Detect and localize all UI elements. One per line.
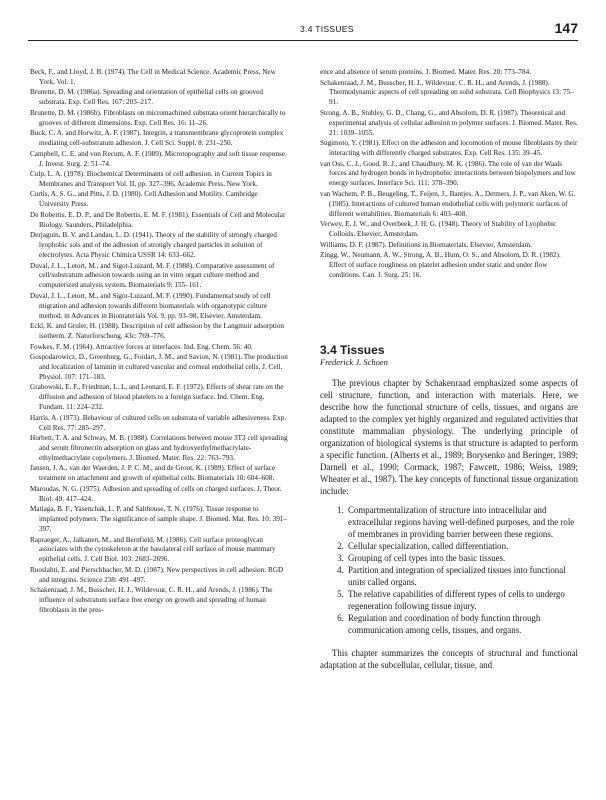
reference-item: Derjaguin, B. V. and Landau, L. D. (1941). Theory of the stability of strongly charged lyophobic sols and of the adhesion of strongly charged particles in solution of electrolytes. Acta Physic Chimica USSR 14: 633–662. <box>30 231 277 260</box>
section-3-4 <box>320 343 578 672</box>
reference-item: Maroudas, N. G. (1975). Adhesion and spreading of cells on charged surfaces. J. Theor. Biol. 49: 417–424. <box>30 484 282 503</box>
reference-item: Eckl, K. and Gruler, H. (1988). Description of cell adhesion by the Langmuir adsorption isotherm. Z. Naturforschung. 43c: 769–776. <box>30 322 285 341</box>
reference-item: Verwey, E. J. W., and Overbeek, J. H. G. (1948). Theory of Stability of Lyophobic Colloids. Elsevier, Amsterdam. <box>320 220 557 239</box>
reference-item: Buck, C. A. and Horwitz, A. F. (1987). Integrin, a transmembrane glycoprotein complex mediating cell-substratum adhesion. J. Cell Sci. Suppl. 8: 231–250. <box>30 129 284 148</box>
reference-item: van Wachem, P. B., Beugeling, T., Feijen, J., Bantjes, A., Detmers, J. P., van Aken, W. G. (1985). Interactions of cultured human endothelial cells with polymeric surfaces of different wettabilities. Biomaterials 6: 403–408. <box>320 189 576 218</box>
list-item: 1. Compartmentalization of structure into intracellular and extracellular regions having well-defined purposes, and the role of membranes in providing barrier between these regions. <box>346 505 578 541</box>
key-concepts-list <box>320 505 578 636</box>
list-item: 4. Partition and integration of specialized tissues into functional units called organs. <box>346 565 578 589</box>
reference-item: Harris, A. (1973). Behaviour of cultured cells on substrata of variable adhesiveness. Exp. Cell Res. 77: 285–297. <box>30 413 287 432</box>
reference-item: Williams, D. F. (1987). Definitions in Biomaterials. Elsevier, Amsterdam. <box>320 240 532 249</box>
reference-item: Sugimoto, Y. (1981). Effect on the adhesion and locomotion of mouse fibroblasts by their interacting with differently charged substrates. Exp. Cell Res. 135: 39–45. <box>320 139 578 158</box>
reference-item: Campbell, C. E. and von Recum, A. F. (1989). Microtopography and soft tissue response. J. Invest. Surg. 2: 51–74. <box>30 149 287 168</box>
reference-item: Grabowski, E. F., Friedman, L. I., and Leonard, E. F. (1972). Effects of shear rate on the diffusion and adhesion of blood platelets to a foreign surface. Ind. Chem. Eng. Fundam. 11: 224–232. <box>30 383 284 412</box>
reference-item: Brunette, D. M. (1986b). Fibroblasts on micromachined substrata orient hierarchically to grooves of different dimensions. Exp. Cell Res. 16: 11–26. <box>30 108 286 127</box>
list-item: 5. The relative capabilities of different types of cells to undergo regeneration following tissue injury. <box>346 589 578 613</box>
section-spacer <box>320 281 578 343</box>
closing-paragraph: This chapter summarizes the concepts of structural and functional adaptation at the subcellular, cellular, tissue, and <box>320 648 578 671</box>
reference-item: ence and absence of serum proteins. J. Biomed. Mater. Res. 20: 773–784. <box>320 68 531 76</box>
reference-item: Ruoslahti, E. and Pierschbacher, M. D. (1987). New perspectives in cell adhesion: RGD and integrins. Science 238: 491–497. <box>30 565 284 584</box>
reference-item: Schakenraad, J. M., Busscher, H. J., Wildevuur, C. R. H., and Arends, J. (1988). Thermodynamic aspects of cell spreading on solid substrata. Cell Biophysics 13: 75–91. <box>320 78 574 107</box>
reference-item: Duval, J. L., Letort, M., and Sigot-Luizard, M. F. (1990). Fundamental study of cell migration and adhesion towards different biomaterials with organotypic culture method. in Advances in Biomaterials Vol. 9, pp. 93–98, Elsevier, Amsterdam. <box>30 291 271 320</box>
list-item: 6. Regulation and coordination of body function through communication among cells, tissues, and organs. <box>346 613 578 637</box>
section-author: Frederick J. Schoen <box>320 357 388 368</box>
reference-item: Strong, A. B., Stubley, G. D., Chang, G., and Absolom, D. R. (1987). Theoretical and experimental analysis of cellular adhesion to polymer surfaces. J. Biomed. Mater. Res. 21: 1039–1055. <box>320 108 578 137</box>
reference-item: De Robertis, E. D. P., and De Robertis, E. M. F. (1981). Essentials of Cell and Molecular Biology. Saunders, Philadelphia. <box>30 210 286 229</box>
reference-item: Schakenraad, J. M., Busscher, H. J., Wildevuur, C. R. H., and Arends, J. (1986). The influence of substratum surface free energy on growth and spreading of human fibroblasts in the pres- <box>30 586 273 615</box>
reference-item: Horbett, T. A. and Schway, M. B. (1988). Correlations between mouse 3T3 cell spreading and serum fibronectin adsorption on glass and hydroxyethylmethacrylate-ethylmethacrylate copolymers. J. Biomed. Mater. Res. 22: 763–793. <box>30 434 288 462</box>
reference-item: Fowkes, F. M. (1964). Attractive forces at interfaces. Ind. Eng. Chem. 56: 40. <box>30 342 253 351</box>
reference-item: van Oss, C. J., Good, R. J., and Chaudhury, M. K. (1986). The role of van der Waals forces and hydrogen bonds in hydrophobic interactions between biopolymers and low energy surfaces. Interface Sci. 111: 378–390. <box>320 159 576 188</box>
reference-item: Rapraeger, A., Jalkanen, M., and Bernfield, M. (1986). Cell surface proteoglycan associates with the cytoskeleton at the basolateral cell surface of mouse mammary epithelial cells. J. Cell Biol. 103: 2683–2696. <box>30 535 276 564</box>
reference-list-left <box>30 68 288 616</box>
left-column <box>30 68 288 617</box>
reference-item: Curtis, A. S. G., and Pitts, J. D. (1980). Cell Adhesion and Motility. Cambridge University Press. <box>30 190 258 209</box>
reference-item: Matlaga, B. F., Yasenchak, L. P. and Salthouse, T. N. (1976). Tissue response to implanted polymers: The significance of sample shape. J. Biomed. Mat. Res. 10: 391–397. <box>30 505 287 534</box>
list-item: 3. Grouping of cell types into the basic tissues. <box>346 553 578 565</box>
page-number: 147 <box>554 20 578 36</box>
reference-item: Zingg, W., Neumann, A. W., Strong, A. B., Hum, O. S., and Absolom, D. R. (1982). Effect of surface roughness on platelet adhesion under static and under flow conditions. Can. J. Surg. 25: 16. <box>320 251 561 279</box>
reference-item: Culp, L. A. (1978). Biochemical Determinants of cell adhesion. in Current Topics in Membranes and Transport Vol. II, pp. 327–396, Academic Press, New York. <box>30 170 272 188</box>
running-head: 3.4 TISSUES <box>300 24 354 34</box>
reference-item: Duval, J. L., Letort, M., and Sigot-Luizard, M. F. (1988). Comparative assessment of cell/substratum adhesion towards using an in vitro organ culture method and computerized analysis system. Biomaterials 9: 155–161. <box>30 261 275 290</box>
reference-item: Jansen, J. A., van der Waerden, J. P. C. M., and de Groot, K. (1989). Effect of surface treatment on attachment and growth of epithelial cells. Biomaterials 10: 604–608. <box>30 464 276 483</box>
reference-item: Beck, F., and Lloyd, J. B. (1974). The Cell in Medical Science. Academic Press, New York, Vol. 1. <box>30 68 276 86</box>
intro-paragraph: The previous chapter by Schakenraad emphasized some aspects of cell structure, function, and interaction with materials. Here, we describe how the functional structure of cells, tissues, and organs are adapted to the complex yet highly organized and regulated activities that constitute mammalian physiology. The underlying principle of organization of biological systems is that structure is adapted to perform a specific function. (Alberts et al., 1989; Borysenko and Beringer, 1989; Darnell et al., 1990; Cormack, 1987; Fawcett, 1986; Weiss, 1989; Wheater et al., 1987). The key concepts of functional tissue organization include: <box>320 378 578 496</box>
reference-list-right <box>320 68 578 281</box>
reference-item: Gospodarowicz, D., Greenburg, G., Foidart, J. M., and Savion, N. (1981). The production and localization of laminin in cultured vascular and corneal endothelial cells. J. Cell. Physiol. 107: 171–183. <box>30 353 288 381</box>
header-rule <box>28 40 578 41</box>
list-item: 2. Cellular specialization, called differentiation. <box>346 541 578 553</box>
section-title: 3.4 Tissues <box>320 343 385 358</box>
right-column <box>320 68 578 672</box>
reference-item: Brunette, D. M. (1986a). Spreading and orientation of epithelial cells on grooved substrata. Exp. Cell Res. 167: 203–217. <box>30 88 263 107</box>
